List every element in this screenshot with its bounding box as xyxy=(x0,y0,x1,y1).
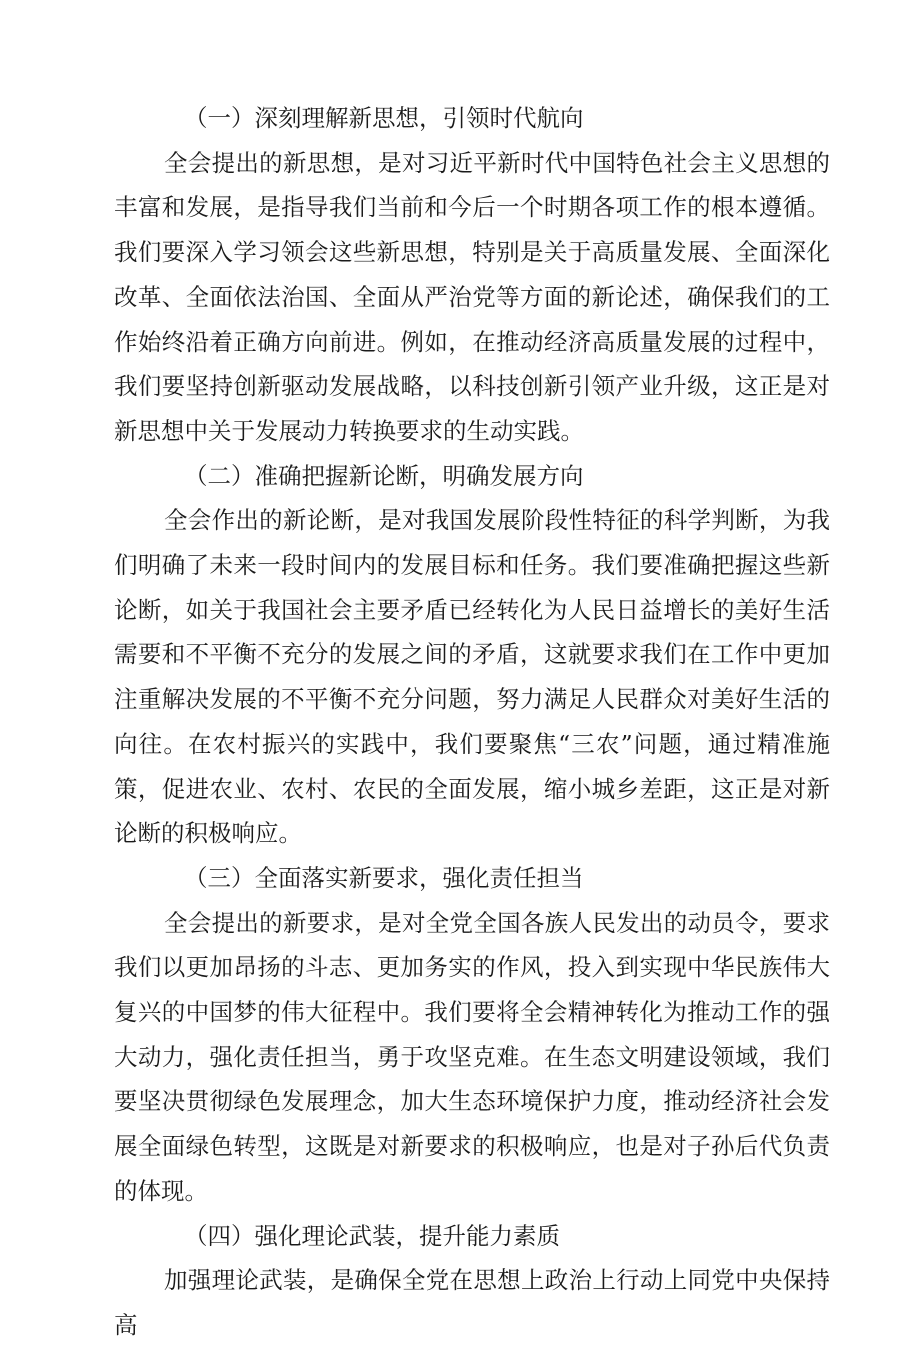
document-body xyxy=(114,96,830,1348)
section-heading-2: （二）准确把握新论断，明确发展方向 xyxy=(184,461,584,490)
section-paragraph-1: 全会提出的新思想，是对习近平新时代中国特色社会主义思想的丰富和发展，是指导我们当前和今后一个时期各项工作的根本遵循。我们要深入学习领会这些新思想，特别是关于高质量发展、全面深化改革、全面依法治国、全面从严治党等方面的新论述，确保我们的工作始终沿着正确方向前进。例如，在推动经济高质量发展的过程中，我们要坚持创新驱动发展战略，以科技创新引领产业升级，这正是对新思想中关于发展动力转换要求的生动实践。 xyxy=(114,148,830,445)
section-heading-4: （四）强化理论武装，提升能力素质 xyxy=(184,1221,560,1250)
section-heading-3: （三）全面落实新要求，强化责任担当 xyxy=(184,863,584,892)
section-paragraph-2: 全会作出的新论断，是对我国发展阶段性特征的科学判断，为我们明确了未来一段时间内的发展目标和任务。我们要准确把握这些新论断，如关于我国社会主要矛盾已经转化为人民日益增长的美好生活需要和不平衡不充分的发展之间的矛盾，这就要求我们在工作中更加注重解决发展的不平衡不充分问题，努力满足人民群众对美好生活的向往。在农村振兴的实践中，我们要聚焦“三农”问题，通过精准施策，促进农业、农村、农民的全面发展，缩小城乡差距，这正是对新论断的积极响应。 xyxy=(114,506,830,848)
section-heading-1: （一）深刻理解新思想，引领时代航向 xyxy=(184,104,584,132)
section-paragraph-3: 全会提出的新要求，是对全党全国各族人民发出的动员令，要求我们以更加昂扬的斗志、更加务实的作风，投入到实现中华民族伟大复兴的中国梦的伟大征程中。我们要将全会精神转化为推动工作的强大动力，强化责任担当，勇于攻坚克难。在生态文明建设领域，我们要坚决贯彻绿色发展理念，加大生态环境保护力度，推动经济社会发展全面绿色转型，这既是对新要求的积极响应，也是对子孙后代负责的体现。 xyxy=(114,908,830,1205)
section-paragraph-4: 加强理论武装，是确保全党在思想上政治上行动上同党中央保持高 xyxy=(114,1266,830,1339)
